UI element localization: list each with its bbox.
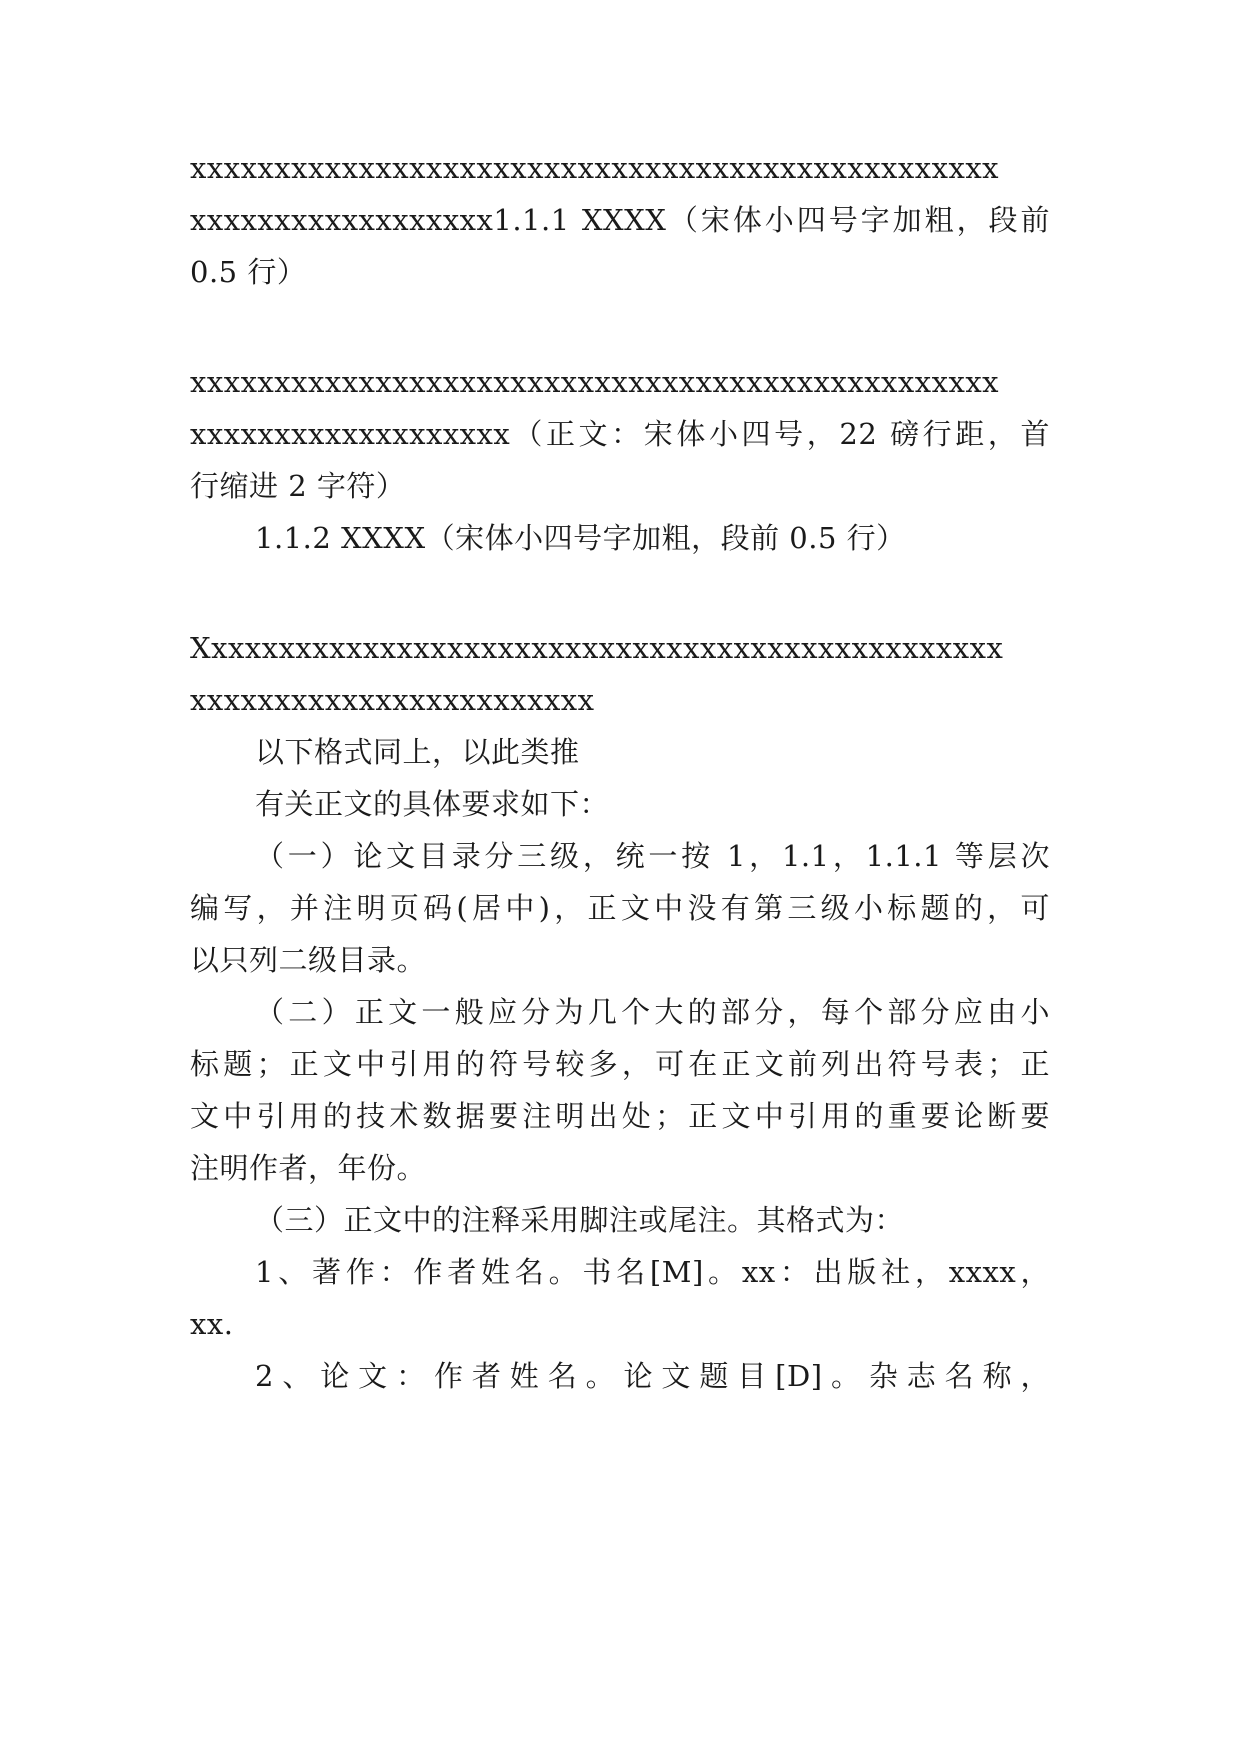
- body-text-line: 有关正文的具体要求如下：: [255, 787, 610, 821]
- body-text-line: xxxxxxxxxxxxxxxxxxxxxxxxxxxxxxxxxxxxxxxxxxxxxxxx: [190, 151, 1000, 185]
- reference-format-line: xx.: [190, 1307, 234, 1341]
- body-text-line: 文中引用的技术数据要注明出处；正文中引用的重要论断要: [190, 1099, 1050, 1133]
- body-text-line: （二）正文一般应分为几个大的部分，每个部分应由小: [255, 995, 1050, 1029]
- body-text-line: （三）正文中的注释采用脚注或尾注。其格式为：: [255, 1203, 905, 1237]
- body-text-line: 标题；正文中引用的符号较多，可在正文前列出符号表；正: [190, 1047, 1050, 1081]
- body-text-line: 以下格式同上，以此类推: [255, 735, 580, 769]
- body-text-line: xxxxxxxxxxxxxxxxxxxxxxxxxxxxxxxxxxxxxxxxxxxxxxxx: [190, 365, 1000, 399]
- heading-line: 0.5 行）: [190, 255, 307, 289]
- body-text-line: 注明作者，年份。: [190, 1151, 427, 1185]
- body-text-line: xxxxxxxxxxxxxxxxxxx（正文：宋体小四号，22 磅行距，首: [190, 417, 1050, 451]
- body-text-line: （一）论文目录分三级，统一按 1，1.1，1.1.1 等层次: [255, 839, 1050, 873]
- body-text-line: 以只列二级目录。: [190, 943, 427, 977]
- body-text-line: xxxxxxxxxxxxxxxxxxxxxxxx: [190, 683, 595, 717]
- body-text-line: Xxxxxxxxxxxxxxxxxxxxxxxxxxxxxxxxxxxxxxxxxxxxxxxx: [190, 631, 1004, 665]
- heading-line: xxxxxxxxxxxxxxxxxx1.1.1 XXXX（宋体小四号字加粗，段前: [190, 203, 1050, 237]
- body-text-line: 行缩进 2 字符）: [190, 469, 406, 503]
- body-text-line: 编写，并注明页码(居中)，正文中没有第三级小标题的，可: [190, 891, 1050, 925]
- reference-format-line: 2、论文：作者姓名。论文题目[D]。杂志名称，: [255, 1359, 1050, 1393]
- reference-format-line: 1、著作：作者姓名。书名[M]。xx：出版社，xxxx，: [255, 1255, 1050, 1289]
- heading-line: 1.1.2 XXXX（宋体小四号字加粗，段前 0.5 行）: [255, 521, 906, 555]
